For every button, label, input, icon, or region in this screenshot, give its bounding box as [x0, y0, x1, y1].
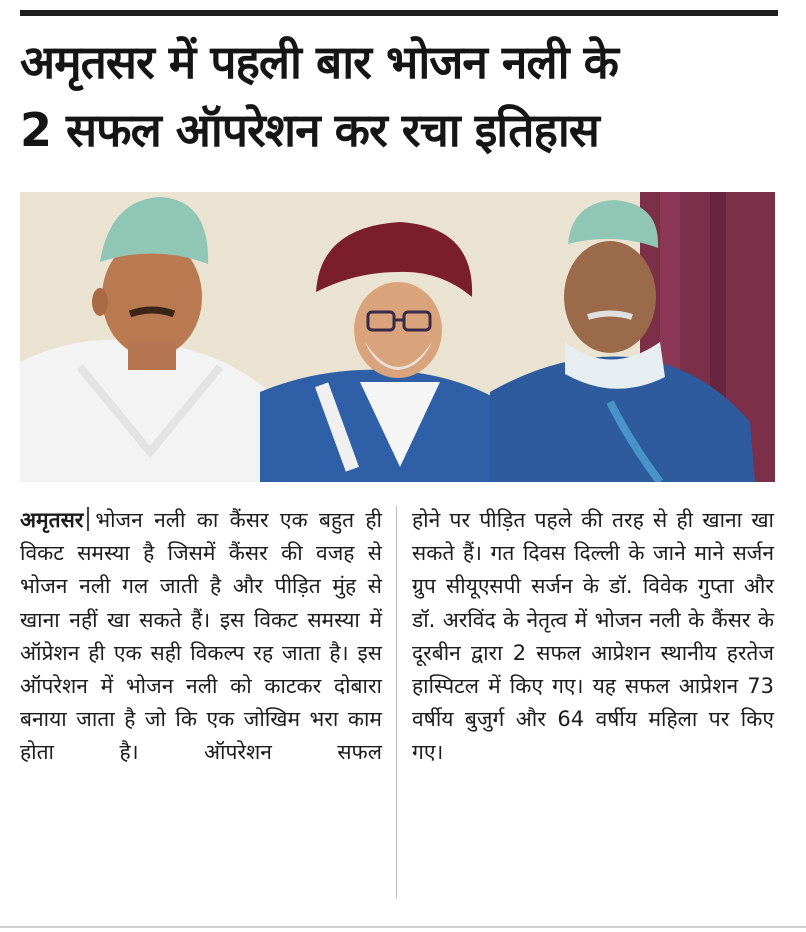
photo-illustration	[20, 192, 775, 482]
top-rule	[20, 10, 778, 16]
article-column-right	[412, 504, 774, 770]
headline-line-1: अमृतसर में पहली बार भोजन नली के	[20, 35, 618, 89]
dateline: अमृतसर	[20, 508, 84, 532]
news-photo	[20, 192, 775, 482]
article-body-right: होने पर पीड़ित पहले की तरह से ही खाना खा सकते हैं। गत दिवस दिल्ली के जाने माने सर्जन ग्रुप सीयूएसपी सर्जन के डॉ. विवेक गुप्ता और डॉ. अरविंद के नेतृत्व में भोजन नली के कैंसर के दूरबीन द्वारा 2 सफल आप्रेशन स्थानीय हरतेज हास्पिटल में किए गए। यह सफल आप्रेशन 73 वर्षीय बुजुर्ग और 64 वर्षीय महिला पर किए गए।	[412, 508, 774, 765]
column-divider	[396, 506, 397, 898]
headline-line-2: 2 सफल ऑपरेशन कर रचा इतिहास	[20, 103, 599, 157]
article-body-left: भोजन नली का कैंसर एक बहुत ही विकट समस्या है जिसमें कैंसर की वजह से भोजन नली गल जाती है और पीड़ित मुंह से खाना नहीं खा सकते हैं। इस विकट समस्या में ऑप्रेशन ही एक सही विकल्प रह जाता है। इस ऑपरेशन में भोजन नली को काटकर दोबारा बनाया जाता है जो कि एक जोखिम भरा काम होता है। ऑपरेशन सफल	[20, 508, 382, 765]
bottom-rule	[0, 926, 806, 928]
dateline-separator	[87, 507, 89, 531]
article-column-left	[20, 504, 382, 770]
headline	[20, 28, 782, 164]
